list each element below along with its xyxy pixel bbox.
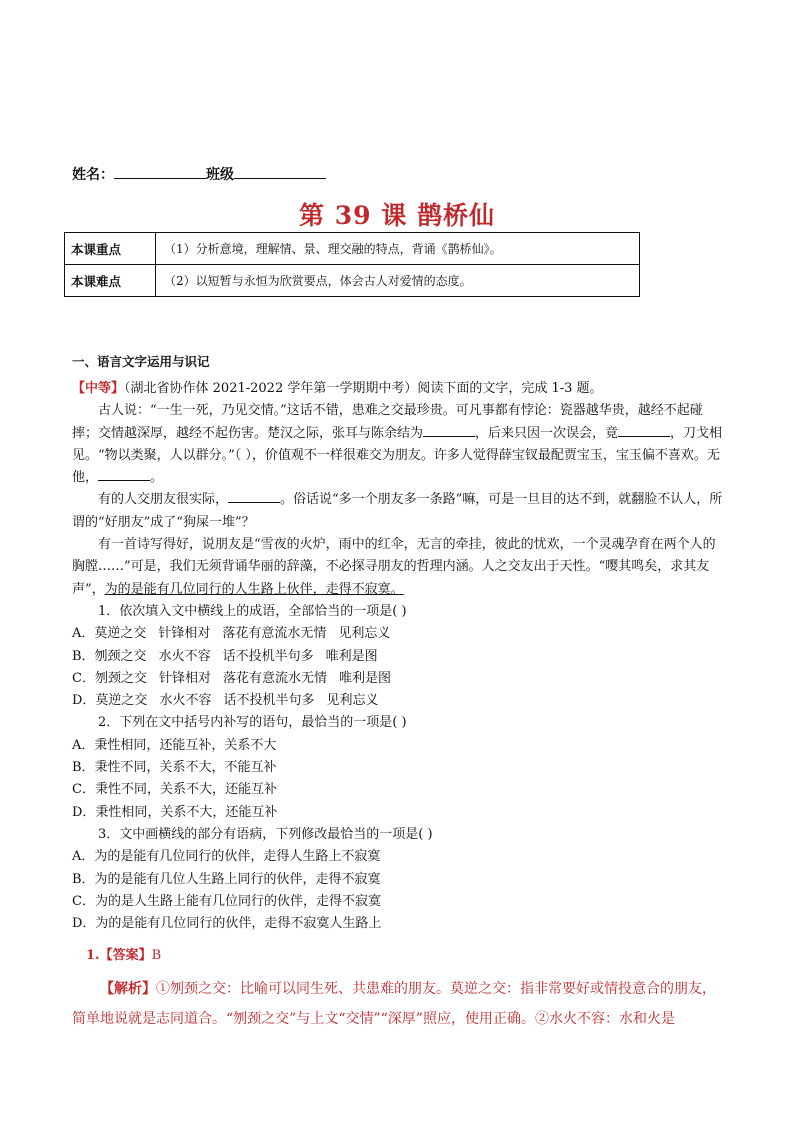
q2-option-a: A．秉性相同，还能互补，关系不大 [72, 737, 277, 753]
focus-label: 本课重点 [65, 233, 156, 265]
q1-option-d [72, 690, 724, 712]
option-part: 水火不容 [159, 693, 212, 709]
focus-value: （1）分析意境，理解情、景、理交融的特点，背诵《鹊桥仙》。 [156, 233, 640, 265]
analysis-text: ①刎颈之交：比喻可以同生死、共患难的朋友。莫逆之交：指非常要好或情投意合的朋友，简单地说就是志同道合。“刎颈之交”与上文“交情”“深厚”照应，使用正确。②水火不容：水和火是 [72, 981, 716, 1027]
passage-text: 有的人交朋友很实际， [98, 492, 229, 508]
option-part: 针锋相对 [158, 670, 211, 686]
analysis-label: 【解析】 [100, 981, 156, 997]
section-heading: 一、语言文字运用与识记 [72, 354, 210, 369]
passage-text: 。 [150, 470, 164, 486]
answer-value: B [151, 948, 162, 963]
question-block [72, 378, 724, 935]
passage-text: 。俗话说“多一个朋友多一条路”嘛，可是一旦目的达不到，就翻脸不认人，所谓的“好朋友”成了“狗屎一堆”？ [72, 492, 723, 530]
option-part: 落花有意流水无情 [222, 670, 327, 686]
option-part: 话不投机半句多 [223, 693, 315, 709]
intro-text: （湖北省协作体 2021-2022 学年第一学期期中考）阅读下面的文字，完成 1-3 题。 [124, 381, 603, 396]
fill-blank [228, 490, 280, 503]
passage-text: ，后来只因一次误会，竟 [475, 425, 619, 441]
table-row [65, 265, 640, 297]
option-part: A．莫逆之交 [72, 626, 147, 642]
fill-blank [618, 424, 670, 437]
option-part: 针锋相对 [158, 626, 211, 642]
option-part: D．莫逆之交 [72, 693, 148, 709]
lesson-focus-table [64, 232, 640, 297]
option-part: C．刎颈之交 [72, 670, 147, 686]
q3-option-c: C．为的是人生路上能有几位同行的伙伴，走得不寂寞 [72, 893, 381, 909]
q1-option-a [72, 623, 724, 645]
q3-option-b: B．为的是能有几位人生路上同行的伙伴，走得不寂寞 [72, 871, 381, 887]
option-part: B．刎颈之交 [72, 648, 147, 664]
answer-line [86, 944, 161, 963]
passage-paragraph-2 [72, 489, 724, 534]
name-label: 姓名： [72, 167, 114, 183]
q2-option-c: C．秉性不同，关系不大，还能互补 [72, 782, 277, 798]
difficulty-label: 本课难点 [65, 265, 156, 297]
q1-option-c [72, 668, 724, 690]
option-part: 见利忘义 [326, 693, 379, 709]
q1-option-b [72, 646, 724, 668]
passage-text: ，刀戈相见。“物以类聚，人以群分。”（ ），价值观不一样很难交为朋友。许多人觉得薛宝钗最配贾宝玉，宝玉偏不喜欢。无他， [72, 425, 723, 486]
passage-paragraph-1 [72, 400, 724, 489]
passage-text: 古人说：“一生一死，乃见交情。”这话不错，患难之交最珍贵。可凡事都有悖论：瓷器越华贵，越经不起碰摔；交情越深厚，越经不起伤害。楚汉之际，张耳与陈余结为 [72, 403, 703, 441]
option-part: 落花有意流水无情 [222, 626, 327, 642]
difficulty-tag: 【中等】 [72, 381, 125, 396]
q2-option-d: D．秉性相同，关系不大，还能互补 [72, 804, 278, 820]
question-intro [72, 378, 724, 400]
analysis-block [72, 974, 724, 1034]
analysis-paragraph [72, 974, 724, 1034]
fill-blank [423, 424, 475, 437]
passage-text: 有一首诗写得好，说朋友是“雪夜的火炉，雨中的红伞，无言的牵挂，彼此的忧欢，一个灵魂孕育在两个人的胸膛……”可是，我们无须背诵华丽的辞藻，不必探寻朋友的哲理内涵。人之交友出于天性。“嘤其鸣矣，求其友声”， [72, 537, 716, 597]
fill-blank [98, 468, 150, 481]
page-title: 第 39 课 鹊桥仙 [299, 201, 495, 230]
option-part: 水火不容 [158, 648, 211, 664]
table-row [65, 233, 640, 265]
student-info-line [72, 164, 326, 184]
q2-option-b: B．秉性不同，关系不大，不能互补 [72, 760, 277, 776]
q3-option-d: D．为的是能有几位同行的伙伴，走得不寂寞人生路上 [72, 916, 382, 932]
difficulty-value: （2）以短暂与永恒为欣赏要点，体会古人对爱情的态度。 [156, 265, 640, 297]
question-2-stem: 2．下列在文中括号内补写的语句，最恰当的一项是( ) [98, 715, 407, 731]
name-blank[interactable] [114, 166, 206, 179]
passage-paragraph-3 [72, 534, 724, 601]
answer-label: 1.【答案】 [86, 948, 152, 963]
underlined-sentence: 为的是能有几位同行的人生路上伙伴，走得不寂寞。 [104, 581, 404, 597]
question-1-stem: 1．依次填入文中横线上的成语，全部恰当的一项是( ) [98, 603, 407, 619]
option-part: 唯利是图 [338, 670, 391, 686]
option-part: 唯利是图 [325, 648, 378, 664]
option-part: 见利忘义 [338, 626, 391, 642]
class-blank[interactable] [234, 166, 326, 179]
class-label: 班级 [206, 167, 234, 183]
q3-option-a: A．为的是能有几位同行的伙伴，走得人生路上不寂寞 [72, 849, 381, 865]
question-3-stem: 3．文中画横线的部分有语病，下列修改最恰当的一项是( ) [98, 826, 433, 842]
option-part: 话不投机半句多 [222, 648, 314, 664]
